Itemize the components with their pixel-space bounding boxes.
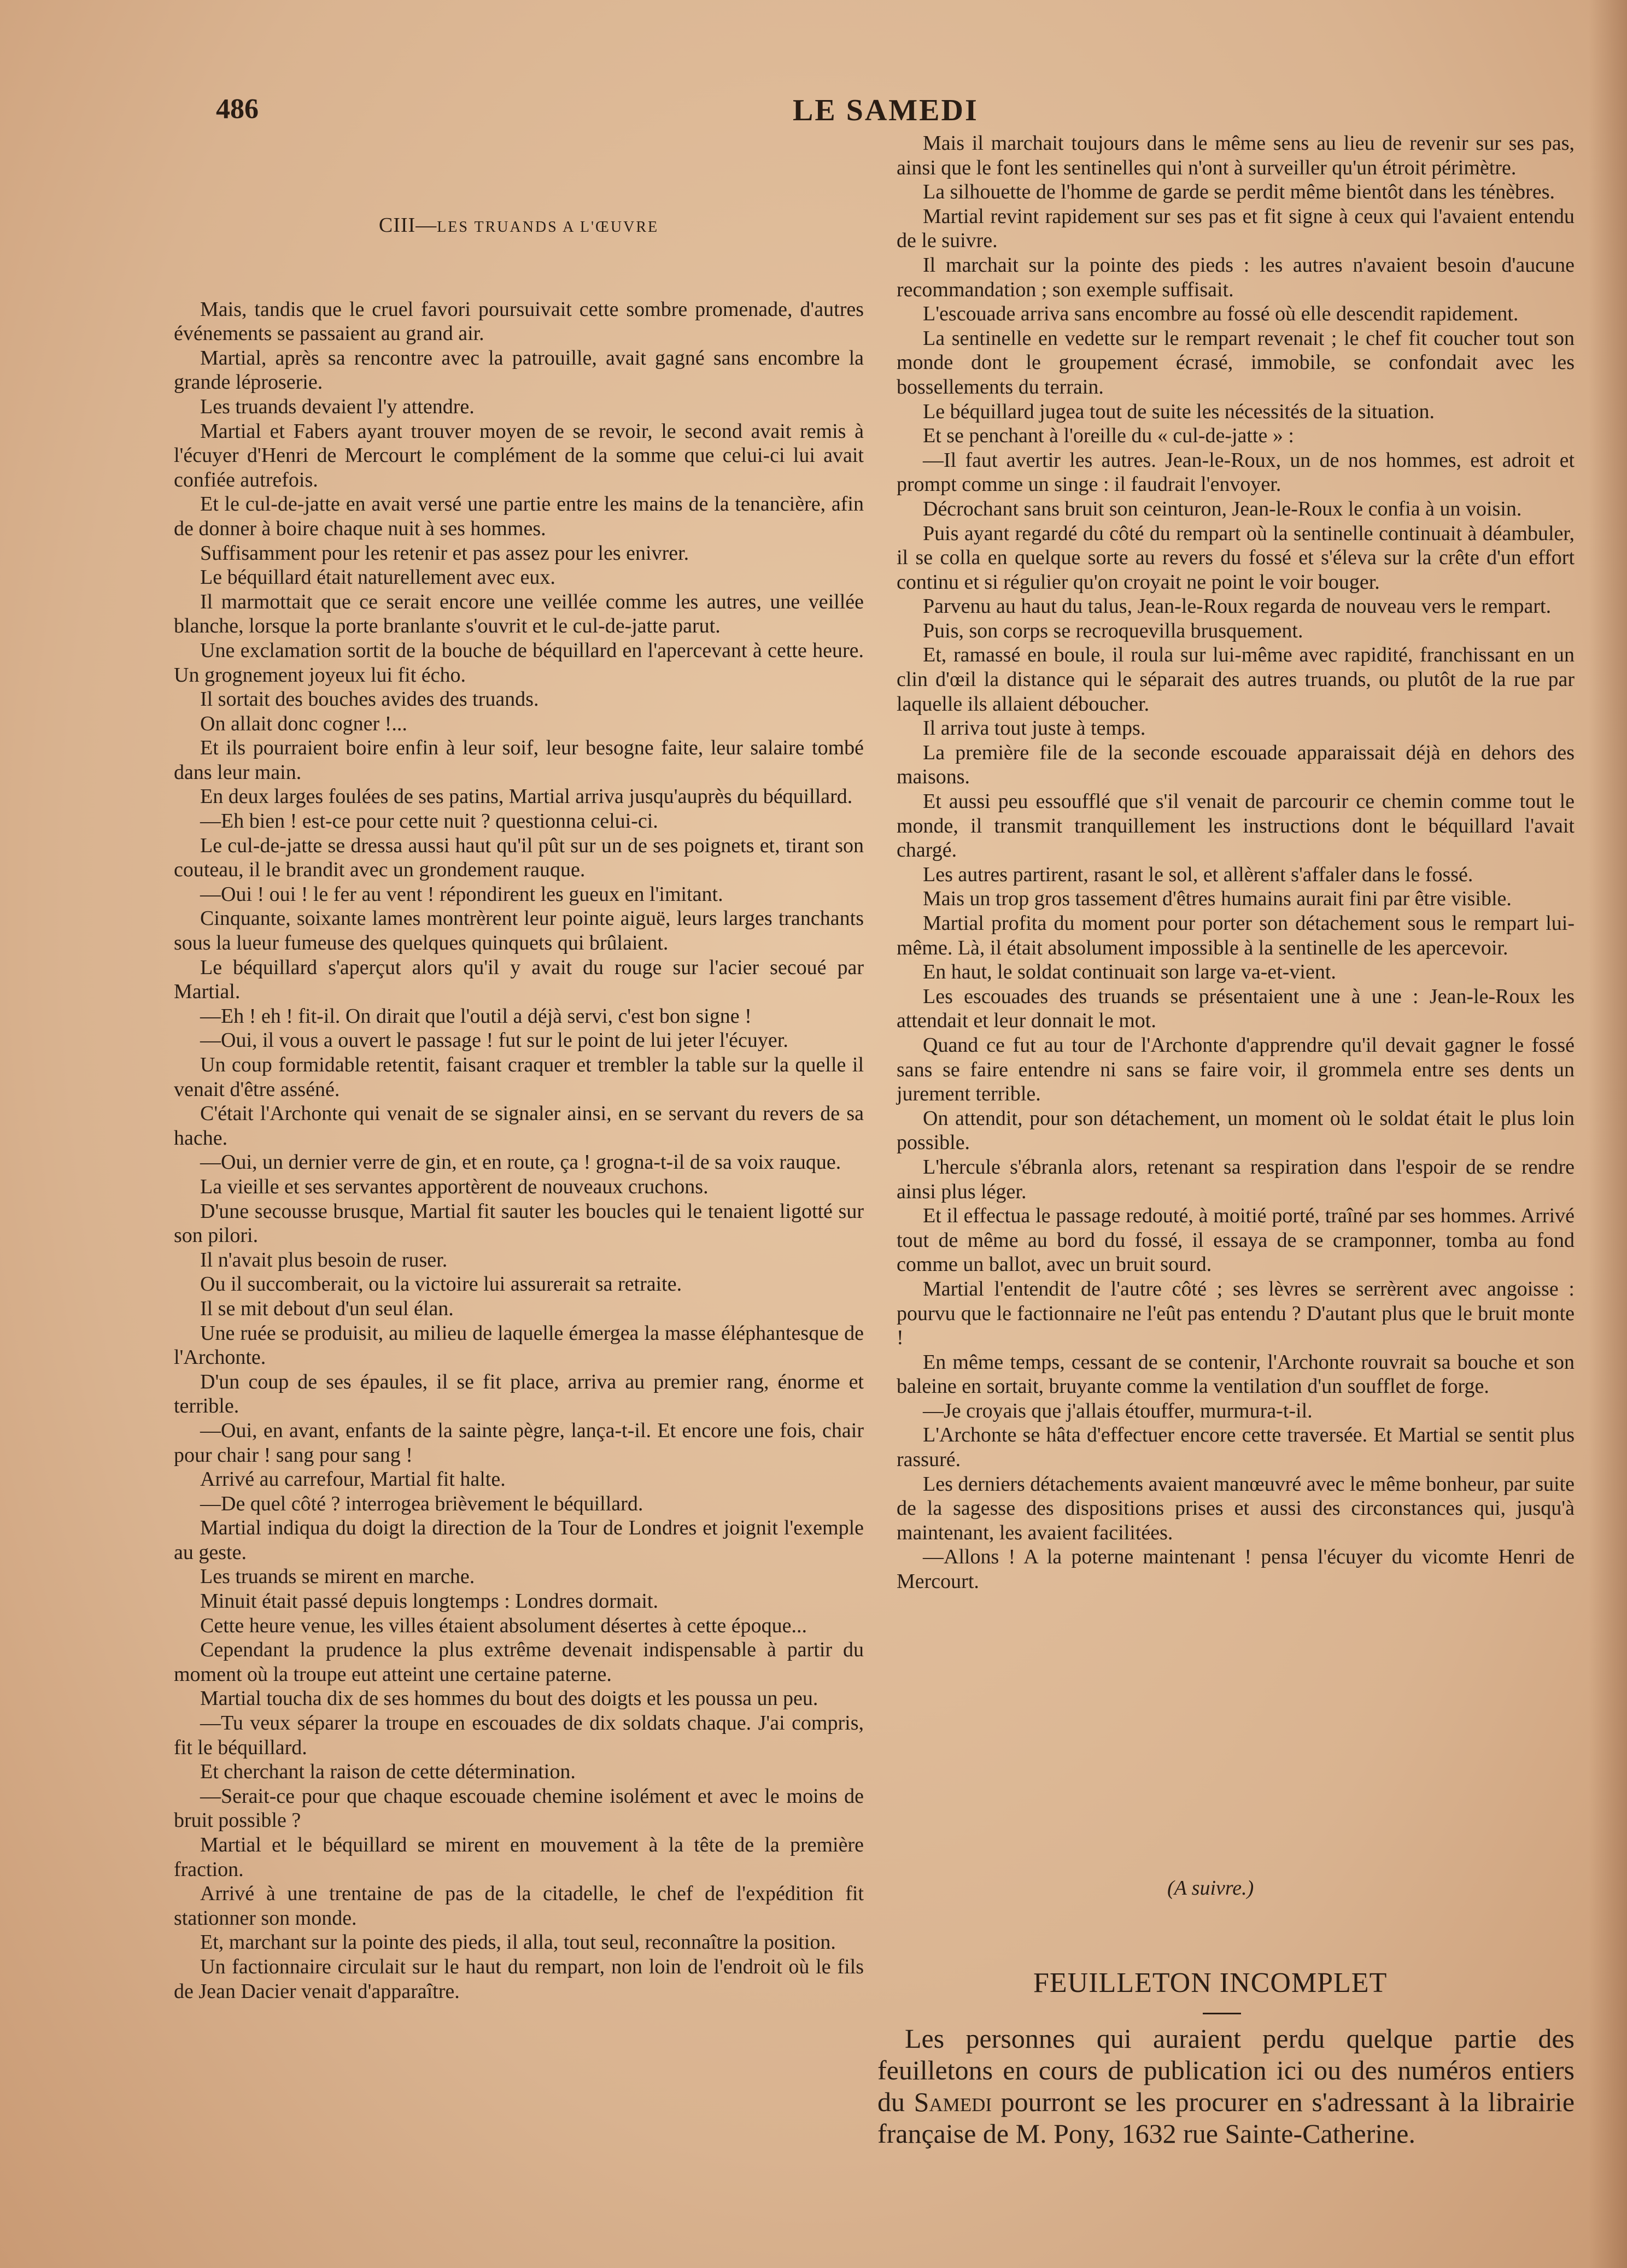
paragraph: Mais il marchait toujours dans le même sens au lieu de revenir sur ses pas, ainsi que le font les sentinelles qui n'ont à surveiller qu'un étroit périmètre. bbox=[897, 132, 1575, 179]
paragraph: Il se mit debout d'un seul élan. bbox=[200, 1297, 454, 1320]
paragraph: Et ils pourraient boire enfin à leur soif, leur besogne faite, leur salaire tombé dans leur main. bbox=[174, 736, 864, 784]
paragraph: Martial l'entendit de l'autre côté ; ses lèvres se serrèrent avec angoisse : pourvu que le factionnaire ne l'eût pas entendu ? D'autant plus que le bruit monte ! bbox=[897, 1277, 1575, 1350]
paragraph: En deux larges foulées de ses patins, Martial arriva jusqu'auprès du béquillard. bbox=[200, 785, 853, 808]
paragraph: —Serait-ce pour que chaque escouade chemine isolément et avec le moins de bruit possible ? bbox=[174, 1784, 864, 1832]
paragraph: L'hercule s'ébranla alors, retenant sa respiration dans l'espoir de se rendre ainsi plus léger. bbox=[897, 1155, 1575, 1203]
paragraph: Le béquillard s'aperçut alors qu'il y avait du rouge sur l'acier secoué par Martial. bbox=[174, 956, 864, 1004]
paragraph: Puis, son corps se recroquevilla brusquement. bbox=[923, 619, 1303, 642]
page-header bbox=[0, 93, 1627, 131]
paragraph: Cette heure venue, les villes étaient absolument désertes à cette époque... bbox=[200, 1614, 807, 1637]
paragraph: On allait donc cogner !... bbox=[200, 712, 407, 735]
paragraph: Et il effectua le passage redouté, à moitié porté, traîné par ses hommes. Arrivé tout de même au bord du fossé, il essaya de se cramponner, tomba au fond comme un ballot, avec un bruit sourd. bbox=[897, 1204, 1575, 1276]
paragraph: Le cul-de-jatte se dressa aussi haut qu'il pût sur un de ses poignets et, tirant son couteau, il le brandit avec un grondement rauque. bbox=[174, 834, 864, 882]
paragraph: En haut, le soldat continuait son large va-et-vient. bbox=[923, 960, 1336, 984]
right-column bbox=[897, 131, 1575, 1594]
paragraph: Arrivé à une trentaine de pas de la citadelle, le chef de l'expédition fit stationner son monde. bbox=[174, 1882, 864, 1930]
right-column-text bbox=[897, 131, 1575, 1594]
paragraph: Mais, tandis que le cruel favori poursuivait cette sombre promenade, d'autres événements se passaient au grand air. bbox=[174, 297, 864, 345]
paragraph: Puis ayant regardé du côté du rempart où la sentinelle continuait à déambuler, il se colla en quelque sorte au revers du fossé et s'éleva sur la crête d'un effort continu et si régulier qu'on croyait ne point le voir bouger. bbox=[897, 521, 1575, 594]
paragraph: Les truands devaient l'y attendre. bbox=[200, 395, 475, 418]
paragraph: Martial et le béquillard se mirent en mouvement à la tête de la première fraction. bbox=[174, 1833, 864, 1881]
paragraph: En même temps, cessant de se contenir, l'Archonte rouvrait sa bouche et son baleine en sortait, bruyante comme la ventilation d'un soufflet de forge. bbox=[897, 1350, 1575, 1398]
publication-title: LE SAMEDI bbox=[793, 93, 979, 127]
paragraph: Les derniers détachements avaient manœuvré avec le même bonheur, par suite de la sagesse des dispositions prises et aussi des circonstances qui, jusqu'à maintenant, les avaient facilitées. bbox=[897, 1472, 1575, 1544]
page-number: 486 bbox=[216, 93, 259, 125]
paragraph: Une ruée se produisit, au milieu de laquelle émergea la masse éléphantesque de l'Archonte. bbox=[174, 1321, 864, 1369]
paragraph: C'était l'Archonte qui venait de se signaler ainsi, en se servant du revers de sa hache. bbox=[174, 1102, 864, 1150]
chapter-heading bbox=[174, 213, 864, 240]
paragraph: L'Archonte se hâta d'effectuer encore cette traversée. Et Martial se sentit plus rassuré. bbox=[897, 1423, 1575, 1472]
notice-publication-name: Samedi bbox=[914, 2087, 992, 2117]
paragraph: Un coup formidable retentit, faisant craquer et trembler la table sur la quelle il venait d'être asséné. bbox=[174, 1053, 864, 1101]
paragraph: D'un coup de ses épaules, il se fit place, arriva au premier rang, énorme et terrible. bbox=[174, 1370, 864, 1418]
paragraph: Il marchait sur la pointe des pieds : les autres n'avaient besoin d'aucune recommandation ; son exemple suffisait. bbox=[897, 253, 1575, 301]
notice-text-after: pourront se les procurer en s'adressant à la librairie française de M. Pony, 1632 rue Sainte-Catherine. bbox=[877, 2087, 1575, 2149]
paragraph: Et le cul-de-jatte en avait versé une partie entre les mains de la tenancière, afin de donner à boire chaque nuit à ses hommes. bbox=[174, 493, 864, 540]
paragraph: Décrochant sans bruit son ceinturon, Jean-le-Roux le confia à un voisin. bbox=[923, 497, 1522, 520]
paragraph: L'escouade arriva sans encombre au fossé où elle descendit rapidement. bbox=[923, 302, 1519, 326]
paragraph: Martial profita du moment pour porter son détachement sous le rempart lui-même. Là, il était absolument impossible à la sentinelle de les apercevoir. bbox=[897, 912, 1575, 959]
paragraph: —Tu veux séparer la troupe en escouades de dix soldats chaque. J'ai compris, fit le béquillard. bbox=[174, 1712, 864, 1759]
paragraph: La sentinelle en vedette sur le rempart revenait ; le chef fit coucher tout son monde dont le groupement écrasé, immobile, se confondait avec les bossellements du terrain. bbox=[897, 326, 1575, 398]
paragraph: Ou il succomberait, ou la victoire lui assurerait sa retraite. bbox=[200, 1273, 682, 1296]
notice-title: FEUILLETON INCOMPLET bbox=[1033, 1967, 1388, 1999]
paragraph: Les escouades des truands se présentaient une à une : Jean-le-Roux les attendait et leur donnait le mot. bbox=[897, 984, 1575, 1033]
paragraph: Les truands se mirent en marche. bbox=[200, 1565, 475, 1589]
notice-divider bbox=[1203, 2013, 1241, 2014]
paragraph: Cinquante, soixante lames montrèrent leur pointe aiguë, leurs larges tranchants sous la lueur fumeuse des quelques quinquets qui brûlaient. bbox=[174, 907, 864, 955]
paragraph: Martial revint rapidement sur ses pas et fit signe à ceux qui l'avaient entendu de le suivre. bbox=[897, 204, 1575, 253]
paragraph: —Oui, un dernier verre de gin, et en route, ça ! grogna-t-il de sa voix rauque. bbox=[200, 1151, 841, 1174]
paragraph: Martial toucha dix de ses hommes du bout des doigts et les poussa un peu. bbox=[200, 1687, 818, 1710]
paragraph: Et se penchant à l'oreille du « cul-de-jatte » : bbox=[923, 424, 1294, 448]
paragraph: Les autres partirent, rasant le sol, et allèrent s'affaler dans le fossé. bbox=[923, 863, 1473, 886]
paragraph: Et, ramassé en boule, il roula sur lui-même avec rapidité, franchissant en un clin d'œil la distance qui le séparait des autres truands, ou plutôt de la rue par laquelle ils allaient déboucher. bbox=[897, 643, 1575, 716]
left-column bbox=[174, 153, 864, 2003]
paragraph: Minuit était passé depuis longtemps : Londres dormait. bbox=[200, 1590, 658, 1613]
paragraph: Parvenu au haut du talus, Jean-le-Roux regarda de nouveau vers le rempart. bbox=[923, 595, 1552, 618]
paragraph: Martial indiqua du doigt la direction de la Tour de Londres et joignit l'exemple au geste. bbox=[174, 1516, 864, 1564]
paragraph: —Oui ! oui ! le fer au vent ! répondirent les gueux en l'imitant. bbox=[200, 882, 723, 906]
paragraph: Martial, après sa rencontre avec la patrouille, avait gagné sans encombre la grande léproserie. bbox=[174, 346, 864, 394]
paragraph: —Oui, en avant, enfants de la sainte pègre, lança-t-il. Et encore une fois, chair pour chair ! sang pour sang ! bbox=[174, 1419, 864, 1467]
paragraph: Le béquillard jugea tout de suite les nécessités de la situation. bbox=[923, 400, 1435, 423]
paragraph: Il marmottait que ce serait encore une veillée comme les autres, une veillée blanche, lorsque la porte branlante s'ouvrit et le cul-de-jatte parut. bbox=[174, 590, 864, 638]
paragraph: Et aussi peu essoufflé que s'il venait de parcourir ce chemin comme tout le monde, il transmit tranquillement les instructions dont le béquillard l'avait chargé. bbox=[897, 790, 1575, 862]
paragraph: —Il faut avertir les autres. Jean-le-Roux, un de nos hommes, est adroit et prompt comme un singe : il faudrait l'envoyer. bbox=[897, 448, 1575, 496]
chapter-title: LES TRUANDS A L'ŒUVRE bbox=[437, 219, 659, 236]
paragraph: —Eh bien ! est-ce pour cette nuit ? questionna celui-ci. bbox=[200, 810, 658, 833]
paragraph: La vieille et ses servantes apportèrent de nouveaux cruchons. bbox=[200, 1175, 709, 1198]
paragraph: —Je croyais que j'allais étouffer, murmura-t-il. bbox=[923, 1399, 1313, 1422]
paragraph: Quand ce fut au tour de l'Archonte d'apprendre qu'il devait gagner le fossé sans se faire entendre ni sans se faire voir, il grommela entre ses dents un jurement terrible. bbox=[897, 1033, 1575, 1106]
paragraph: D'une secousse brusque, Martial fit sauter les boucles qui le tenaient ligotté sur son pilori. bbox=[174, 1199, 864, 1247]
paragraph: La silhouette de l'homme de garde se perdit même bientôt dans les ténèbres. bbox=[923, 180, 1555, 204]
paragraph: —Oui, il vous a ouvert le passage ! fut sur le point de lui jeter l'écuyer. bbox=[200, 1029, 788, 1052]
paragraph: Il sortait des bouches avides des truands. bbox=[200, 688, 539, 711]
paragraph: —Eh ! eh ! fit-il. On dirait que l'outil a déjà servi, c'est bon signe ! bbox=[200, 1004, 752, 1028]
paragraph: Il arriva tout juste à temps. bbox=[923, 717, 1146, 740]
to-be-continued: (A suivre.) bbox=[1167, 1877, 1254, 1900]
paragraph: La première file de la seconde escouade apparaissait déjà en dehors des maisons. bbox=[897, 741, 1575, 789]
page-edge-shadow bbox=[1589, 0, 1627, 2268]
paragraph: Le béquillard était naturellement avec eux. bbox=[200, 566, 555, 589]
paragraph: Une exclamation sortit de la bouche de béquillard en l'apercevant à cette heure. Un grognement joyeux lui fit écho. bbox=[174, 638, 864, 687]
notice-text-before: Les personnes qui auraient perdu quelque partie des feuilletons en cours de publication ici ou des numéros entiers du bbox=[877, 2023, 1575, 2117]
paragraph: Suffisamment pour les retenir et pas assez pour les enivrer. bbox=[200, 541, 689, 565]
paragraph: Cependant la prudence la plus extrême devenait indispensable à partir du moment où la troupe eut atteint une certaine paterne. bbox=[174, 1638, 864, 1686]
chapter-number: CIII— bbox=[378, 214, 437, 237]
paragraph: —De quel côté ? interrogea brièvement le béquillard. bbox=[200, 1492, 643, 1515]
notice-body bbox=[877, 2023, 1575, 2149]
paragraph: Et cherchant la raison de cette détermination. bbox=[200, 1760, 576, 1784]
paragraph: —Allons ! A la poterne maintenant ! pensa l'écuyer du vicomte Henri de Mercourt. bbox=[897, 1545, 1575, 1593]
left-column-text bbox=[174, 297, 864, 2004]
paragraph: Arrivé au carrefour, Martial fit halte. bbox=[200, 1468, 506, 1491]
paragraph: On attendit, pour son détachement, un moment où le soldat était le plus loin possible. bbox=[897, 1106, 1575, 1154]
paragraph: Martial et Fabers ayant trouver moyen de se revoir, le second avait remis à l'écuyer d'Henri de Mercourt le complément de la somme que celui-ci lui avait confiée autrefois. bbox=[174, 419, 864, 491]
paragraph: Il n'avait plus besoin de ruser. bbox=[200, 1248, 448, 1271]
paragraph: Mais un trop gros tassement d'êtres humains aurait fini par être visible. bbox=[923, 887, 1512, 911]
paragraph: Un factionnaire circulait sur le haut du rempart, non loin de l'endroit où le fils de Jean Dacier venait d'apparaître. bbox=[174, 1955, 864, 2003]
paragraph: Et, marchant sur la pointe des pieds, il alla, tout seul, reconnaître la position. bbox=[200, 1931, 836, 1954]
